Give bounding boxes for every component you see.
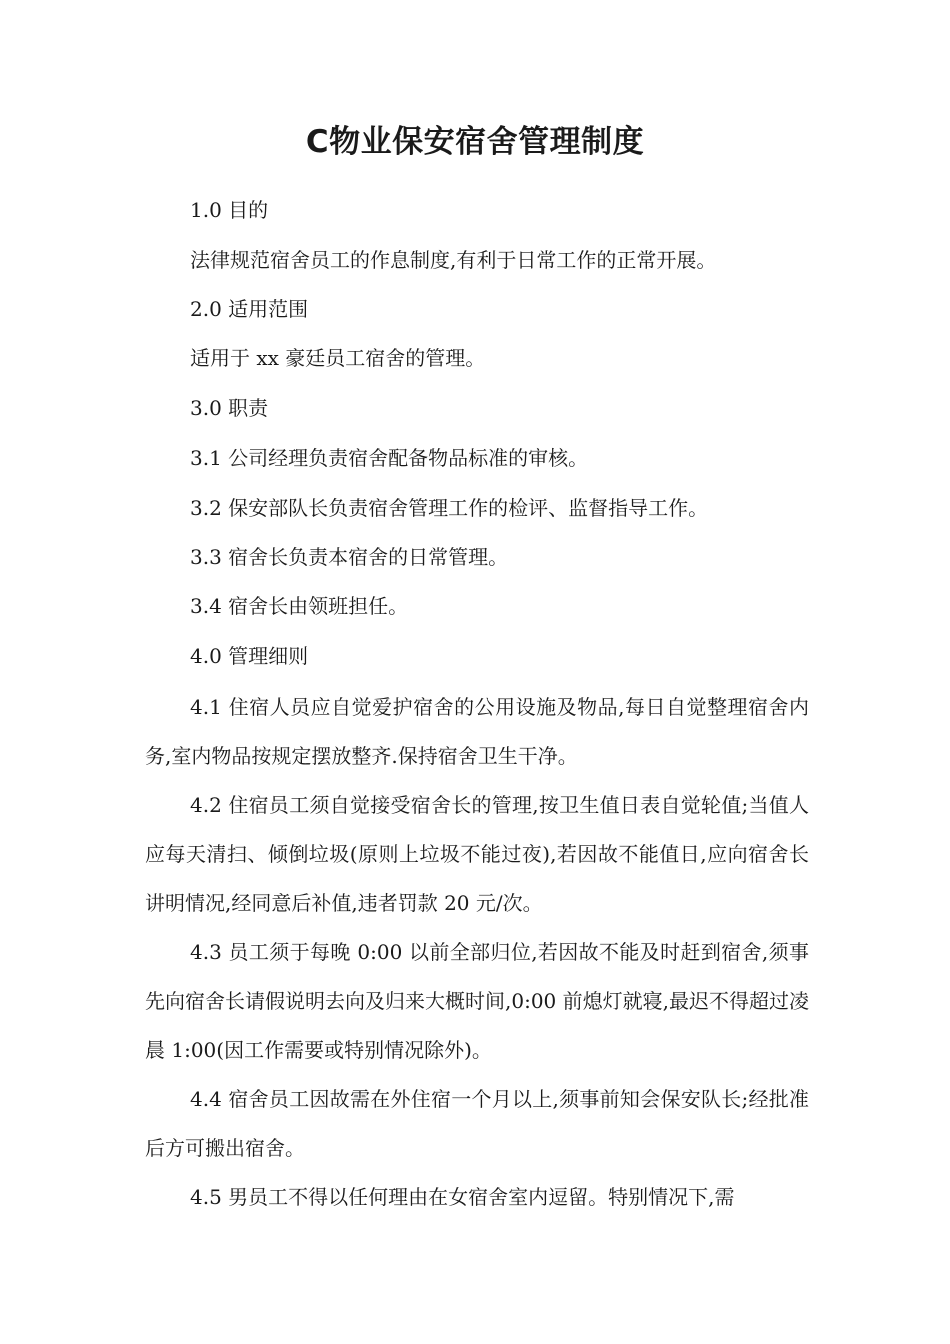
rule-paragraph-4-3: 4.3 员工须于每晚 0:00 以前全部归位,若因故不能及时赶到宿舍,须事先向宿舍长请假说明去向及归来大概时间,0:00 前熄灯就寝,最迟不得超过凌晨 1:00(因工作需要或特别情况除外)。 <box>145 940 809 1062</box>
purpose-text: 法律规范宿舍员工的作息制度,有利于日常工作的正常开展。 <box>190 248 717 272</box>
rule-paragraph-4-5: 4.5 男员工不得以任何理由在女宿舍室内逗留。特别情况下,需 <box>190 1185 735 1209</box>
section-heading-scope: 2.0 适用范围 <box>190 297 309 321</box>
rule-paragraph-4-1: 4.1 住宿人员应自觉爱护宿舍的公用设施及物品,每日自觉整理宿舍内务,室内物品按规定摆放整齐.保持宿舍卫生干净。 <box>145 695 809 768</box>
rule-paragraph-4-4: 4.4 宿舍员工因故需在外住宿一个月以上,须事前知会保安队长;经批准后方可搬出宿舍。 <box>145 1087 809 1160</box>
document-title: C物业保安宿舍管理制度 <box>305 124 645 160</box>
scope-text: 适用于 xx 豪廷员工宿舍的管理。 <box>190 346 486 370</box>
duty-item-3-4: 3.4 宿舍长由领班担任。 <box>190 594 409 618</box>
duty-item-3-1: 3.1 公司经理负责宿舍配备物品标准的审核。 <box>190 446 589 470</box>
section-heading-duties: 3.0 职责 <box>190 396 269 420</box>
section-heading-rules: 4.0 管理细则 <box>190 644 309 668</box>
duty-item-3-3: 3.3 宿舍长负责本宿舍的日常管理。 <box>190 545 509 569</box>
duty-item-3-2: 3.2 保安部队长负责宿舍管理工作的检评、监督指导工作。 <box>190 496 709 520</box>
rule-paragraph-4-2: 4.2 住宿员工须自觉接受宿舍长的管理,按卫生值日表自觉轮值;当值人应每天清扫、倾倒垃圾(原则上垃圾不能过夜),若因故不能值日,应向宿舍长讲明情况,经同意后补值,违者罚款 20 元/次。 <box>145 793 809 915</box>
section-heading-purpose: 1.0 目的 <box>190 198 269 222</box>
